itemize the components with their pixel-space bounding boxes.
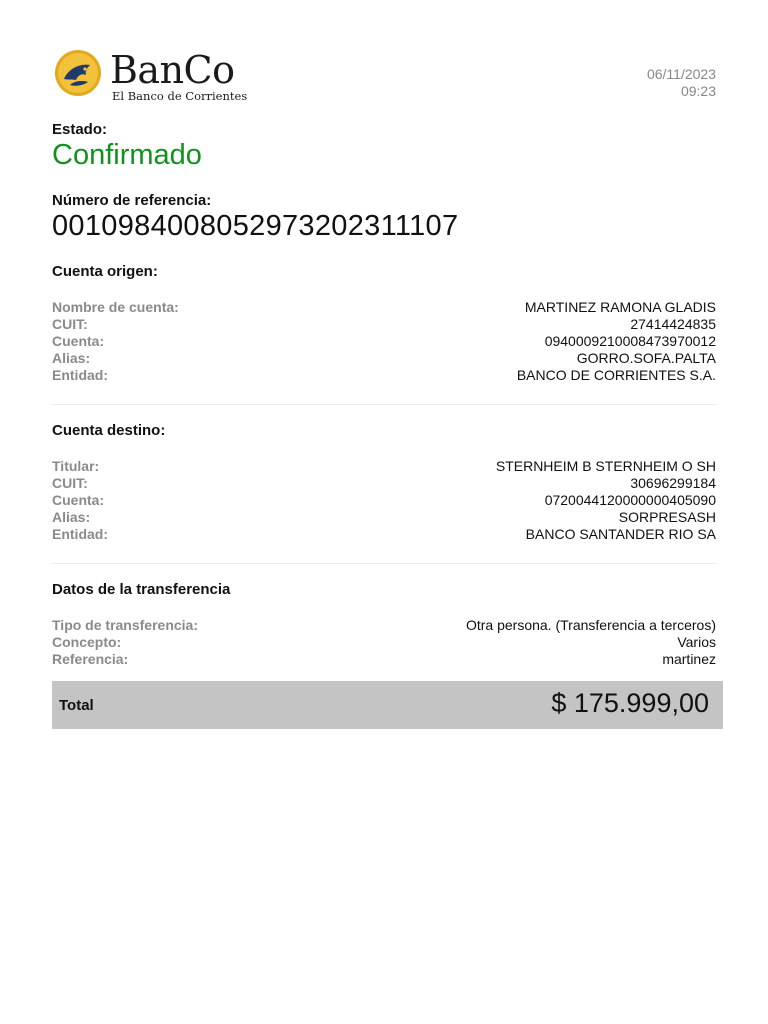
detail-value: BANCO SANTANDER RIO SA [525, 526, 716, 542]
detail-value: GORRO.SOFA.PALTA [576, 350, 716, 366]
detail-label: Concepto: [52, 634, 122, 650]
detail-row [52, 617, 716, 634]
detail-row [52, 509, 716, 526]
section-divider [52, 563, 716, 564]
destination-section-title: Cuenta destino: [52, 422, 166, 439]
detail-value: SORPRESASH [618, 509, 716, 525]
status-value: Confirmado [52, 139, 202, 171]
detail-value: BANCO DE CORRIENTES S.A. [516, 367, 716, 383]
total-bar [52, 681, 723, 729]
detail-row [52, 475, 716, 492]
bank-logo [54, 48, 248, 106]
brand-tagline: El Banco de Corrientes [112, 89, 248, 103]
detail-label: Nombre de cuenta: [52, 299, 179, 315]
status-label: Estado: [52, 121, 108, 138]
date: 06/11/2023 [646, 66, 716, 82]
reference-number: 0010984008052973202311107 [52, 210, 459, 242]
origin-section-title: Cuenta origen: [52, 263, 158, 280]
detail-value: 0940009210008473970012 [544, 333, 716, 349]
transfer-section-title: Datos de la transferencia [52, 581, 231, 598]
brand-name: BanCo [110, 48, 235, 92]
destination-details [52, 458, 716, 543]
detail-value: 27414424835 [630, 316, 716, 332]
detail-row [52, 526, 716, 543]
total-amount: $ 175.999,00 [551, 688, 709, 718]
section-divider [52, 404, 716, 405]
detail-value: Varios [677, 634, 716, 650]
detail-row [52, 350, 716, 367]
bank-emblem-icon [54, 49, 102, 97]
detail-label: Alias: [52, 350, 91, 366]
detail-row [52, 367, 716, 384]
detail-value: 0720044120000000405090 [544, 492, 716, 508]
detail-value: MARTINEZ RAMONA GLADIS [524, 299, 716, 315]
detail-row [52, 634, 716, 651]
detail-label: Entidad: [52, 526, 108, 542]
detail-row [52, 333, 716, 350]
detail-row [52, 651, 716, 668]
detail-value: Otra persona. (Transferencia a terceros) [465, 617, 716, 633]
transfer-details [52, 617, 716, 668]
detail-value: STERNHEIM B STERNHEIM O SH [495, 458, 716, 474]
detail-label: Cuenta: [52, 333, 105, 349]
detail-row [52, 299, 716, 316]
detail-value: martinez [662, 651, 716, 667]
detail-row [52, 316, 716, 333]
detail-row [52, 458, 716, 475]
detail-label: Referencia: [52, 651, 129, 667]
total-label: Total [59, 697, 94, 714]
time: 09:23 [680, 83, 716, 99]
detail-label: CUIT: [52, 475, 88, 491]
detail-label: Tipo de transferencia: [52, 617, 199, 633]
detail-label: Titular: [52, 458, 100, 474]
detail-label: Alias: [52, 509, 91, 525]
origin-details [52, 299, 716, 384]
detail-value: 30696299184 [630, 475, 716, 491]
detail-label: CUIT: [52, 316, 88, 332]
timestamp [647, 66, 716, 100]
detail-label: Cuenta: [52, 492, 105, 508]
reference-label: Número de referencia: [52, 192, 212, 209]
header [52, 48, 716, 108]
detail-row [52, 492, 716, 509]
detail-label: Entidad: [52, 367, 108, 383]
